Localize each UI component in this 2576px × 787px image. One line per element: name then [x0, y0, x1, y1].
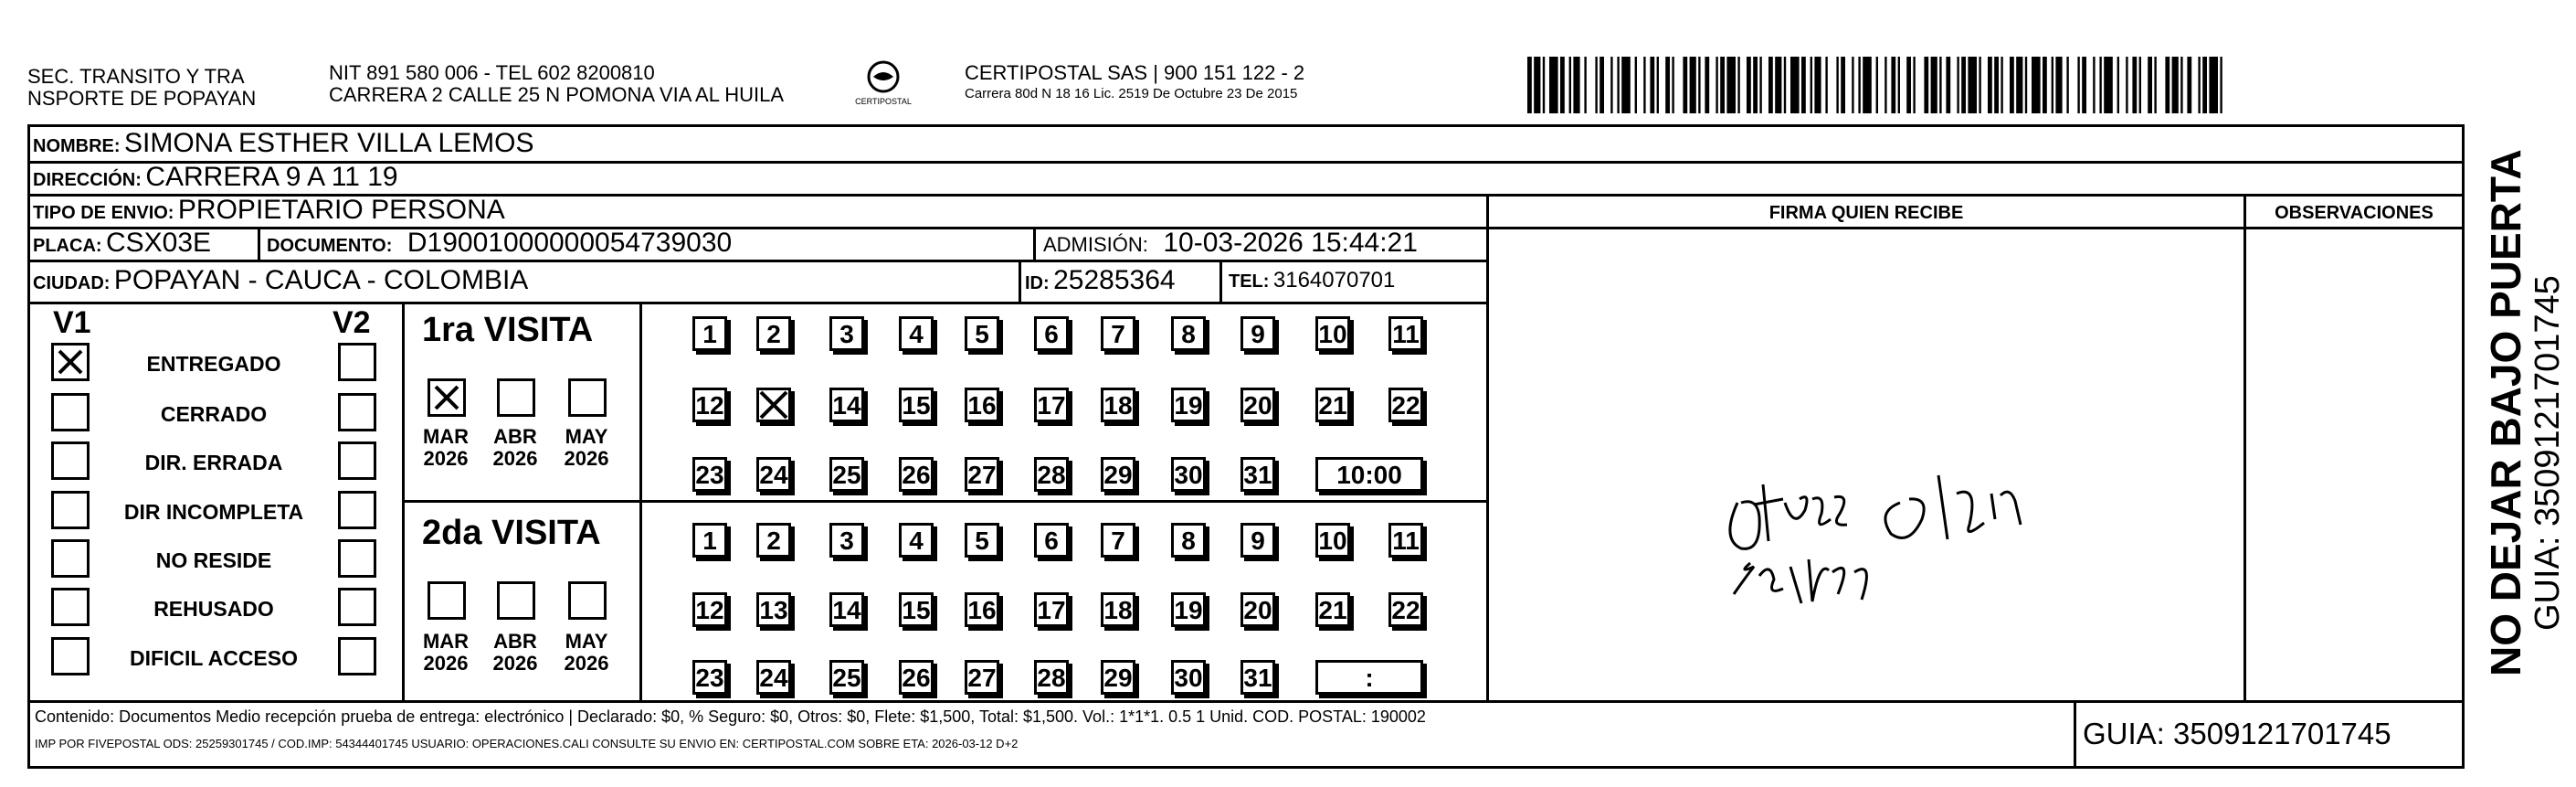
barcode-bar	[2117, 57, 2119, 113]
barcode-bar	[2025, 57, 2027, 113]
v1-checkbox[interactable]	[51, 441, 90, 480]
tipo-row	[33, 195, 505, 230]
rule	[1219, 260, 1222, 302]
barcode-bar	[2209, 57, 2218, 113]
firma-header: FIRMA QUIEN RECIBE	[1768, 203, 1964, 223]
barcode-bar	[2077, 57, 2079, 113]
ciudad-value: POPAYAN - CAUCA - COLOMBIA	[113, 265, 529, 295]
month-name: MAR	[422, 425, 470, 448]
placa-value: CSX03E	[106, 228, 212, 258]
barcode-bar	[2055, 57, 2062, 113]
second-visit-day-box[interactable]: 8	[1171, 523, 1206, 558]
barcode-bar	[2180, 57, 2182, 113]
second-visit-day-box[interactable]: 6	[1034, 523, 1069, 558]
barcode-bar	[1759, 57, 1761, 113]
first-visit-day-box[interactable]: 19	[1171, 388, 1206, 422]
second-visit-time-box[interactable]: :	[1315, 660, 1423, 695]
first-visit-time-box[interactable]: 10:00	[1315, 457, 1423, 492]
sender-info	[329, 62, 784, 106]
barcode-bar	[2154, 57, 2156, 113]
first-visit-day-box[interactable]: 3	[829, 316, 864, 351]
barcode-bar	[1753, 57, 1758, 113]
barcode-bar	[1775, 57, 1781, 113]
tel-label: TEL:	[1229, 271, 1270, 292]
barcode-bar	[1665, 57, 1670, 113]
barcode-bar	[1790, 57, 1800, 113]
first-visit-day-box[interactable]: 15	[899, 388, 934, 422]
barcode-bar	[1705, 57, 1709, 113]
month-year: 2026	[564, 652, 609, 675]
second-visit-title: 2da VISITA	[422, 514, 601, 552]
barcode-bar	[2010, 57, 2014, 113]
second-visit-day-box[interactable]: 5	[965, 523, 999, 558]
barcode-bar	[1657, 57, 1659, 113]
month-year: 2026	[492, 652, 538, 675]
sender-line-1: SEC. TRANSITO Y TRA	[27, 65, 245, 88]
barcode-bar	[1690, 57, 1696, 113]
barcode-bar	[2172, 57, 2179, 113]
barcode-bar	[1968, 57, 1977, 113]
sender-name	[27, 66, 256, 110]
first-visit-title: 1ra VISITA	[422, 311, 594, 349]
barcode-bar	[1994, 57, 1999, 113]
first-visit-day-box[interactable]: 10	[1315, 316, 1350, 351]
status-label: REHUSADO	[153, 597, 274, 621]
barcode-bar	[1768, 57, 1773, 113]
rule	[258, 227, 260, 260]
first-visit-day-box[interactable]: 7	[1101, 316, 1135, 351]
v2-header: V2	[333, 305, 371, 340]
second-visit-day-box[interactable]: 24	[756, 660, 791, 695]
barcode-bar	[2001, 57, 2002, 113]
barcode-bar	[1672, 57, 1673, 113]
second-visit-day-box[interactable]: 14	[829, 592, 864, 627]
barcode-bar	[1957, 57, 1958, 113]
rule	[27, 766, 2465, 769]
barcode-bar	[1527, 57, 1532, 113]
footer-line-2: IMP POR FIVEPOSTAL ODS: 25259301745 / COD.IMP: 54344401745 USUARIO: OPERACIONES.CALI CONSULTE SU ENVIO EN: CERTIPOSTAL.COM SOBRE ETA: 2026-03-12 D+2	[35, 737, 1019, 750]
first-visit-month-checkbox[interactable]	[568, 378, 607, 417]
footer-line-1: Contenido: Documentos Medio recepción prueba de entrega: electrónico | Declarado: $0, % Seguro: $0, Otros: $0, Flete: $1,500, Total: $1,500. Vol.: 1*1*1. 0.5 1 Unid. COD. POSTAL: 190002	[35, 707, 1426, 726]
barcode-bar	[1946, 57, 1950, 113]
first-visit-day-box[interactable]: 26	[899, 457, 934, 492]
barcode-bar	[1543, 57, 1545, 113]
rule	[1486, 194, 1489, 700]
second-visit-day-box[interactable]: 27	[965, 660, 999, 695]
second-visit-day-box[interactable]: 18	[1101, 592, 1135, 627]
barcode-bar	[1863, 57, 1872, 113]
second-visit-day-box[interactable]: 4	[899, 523, 934, 558]
address-line: CARRERA 2 CALLE 25 N POMONA VIA AL HUILA	[329, 83, 785, 106]
barcode-bar	[2165, 57, 2170, 113]
barcode-bar	[1560, 57, 1565, 113]
barcode-bar	[1683, 57, 1687, 113]
company-info	[965, 62, 1304, 104]
certipostal-logo	[851, 58, 915, 110]
barcode-bar	[1898, 57, 1900, 113]
month-name: MAR	[422, 630, 470, 653]
logo-caption: CERTIPOSTAL	[855, 97, 912, 106]
second-visit-month-checkbox[interactable]	[497, 581, 535, 620]
first-visit-day-box[interactable]	[756, 388, 791, 422]
rule	[27, 124, 30, 769]
barcode-bar	[1584, 57, 1586, 113]
id-label: ID:	[1025, 273, 1050, 293]
barcode-bar	[1635, 57, 1637, 113]
barcode-bar	[1906, 57, 1911, 113]
rule	[1019, 260, 1021, 302]
license-line: Carrera 80d N 18 16 Lic. 2519 De Octubre 23 De 2015	[965, 86, 1298, 101]
status-label: DIFICIL ACCESO	[129, 646, 298, 670]
barcode-bar	[1891, 57, 1895, 113]
placa-row	[33, 228, 211, 263]
second-visit-day-box[interactable]: 31	[1240, 660, 1275, 695]
barcode-bar	[1595, 57, 1597, 113]
rule	[27, 124, 2465, 127]
barcode-bar	[2066, 57, 2068, 113]
rule	[2243, 194, 2246, 700]
barcode-bar	[1573, 57, 1579, 113]
second-visit-day-box[interactable]: 15	[899, 592, 934, 627]
first-visit-day-box[interactable]: 29	[1101, 457, 1135, 492]
second-visit-day-box[interactable]: 13	[756, 592, 791, 627]
barcode-bar	[1698, 57, 1700, 113]
first-visit-month-checkbox[interactable]	[497, 378, 535, 417]
v1-checkbox[interactable]	[51, 539, 90, 578]
month-label	[417, 426, 475, 470]
direccion-value: CARRERA 9 A 11 19	[145, 162, 398, 192]
second-visit-day-box[interactable]: 3	[829, 523, 864, 558]
rule	[402, 500, 1489, 503]
rule	[27, 302, 1489, 304]
v2-checkbox[interactable]	[338, 441, 376, 480]
first-visit-day-box[interactable]: 30	[1171, 457, 1206, 492]
barcode-bar	[1716, 57, 1717, 113]
barcode-bar	[2104, 57, 2113, 113]
documento-value: D19001000000054739030	[406, 228, 733, 258]
footer-guia: GUIA: 3509121701745	[2083, 717, 2391, 750]
first-visit-day-box[interactable]: 6	[1034, 316, 1069, 351]
first-visit-day-box[interactable]: 16	[965, 388, 999, 422]
rule	[2462, 124, 2465, 769]
second-visit-day-box[interactable]: 30	[1171, 660, 1206, 695]
month-name: ABR	[493, 425, 537, 448]
barcode-bar	[2016, 57, 2022, 113]
barcode-bar	[2032, 57, 2041, 113]
barcode-bar	[1621, 57, 1631, 113]
month-label	[557, 631, 616, 675]
barcode-bar	[1599, 57, 1604, 113]
second-visit-day-box[interactable]: 28	[1034, 660, 1069, 695]
v2-checkbox[interactable]	[338, 539, 376, 578]
barcode-bar	[2043, 57, 2047, 113]
barcode-bar	[2082, 57, 2086, 113]
first-visit-day-box[interactable]: 31	[1240, 457, 1275, 492]
direccion-row	[33, 162, 398, 197]
v1-header: V1	[53, 305, 91, 340]
month-label	[417, 631, 475, 675]
tel-value: 3164070701	[1272, 268, 1396, 292]
barcode-bar	[1643, 57, 1645, 113]
barcode-bar	[1979, 57, 1980, 113]
first-visit-day-box[interactable]: 5	[965, 316, 999, 351]
barcode-bar	[2148, 57, 2152, 113]
rule	[27, 700, 2465, 703]
first-visit-month-checkbox[interactable]	[428, 378, 466, 417]
second-visit-day-box[interactable]: 23	[692, 660, 727, 695]
second-visit-day-box[interactable]: 20	[1240, 592, 1275, 627]
second-visit-day-box[interactable]: 9	[1240, 523, 1275, 558]
barcode-bar	[1884, 57, 1886, 113]
first-visit-day-box[interactable]: 25	[829, 457, 864, 492]
id-value: 25285364	[1053, 265, 1176, 295]
v2-checkbox[interactable]	[338, 637, 376, 675]
barcode-bar	[2052, 57, 2053, 113]
second-visit-day-box[interactable]: 26	[899, 660, 934, 695]
direccion-label: DIRECCIÓN:	[33, 170, 142, 190]
ciudad-row	[33, 265, 528, 301]
barcode-bar	[1876, 57, 1878, 113]
barcode-bar	[2202, 57, 2207, 113]
barcode-bar	[2220, 57, 2222, 113]
nombre-label: NOMBRE:	[33, 136, 121, 156]
v2-checkbox[interactable]	[338, 588, 376, 626]
first-visit-day-box[interactable]: 1	[692, 316, 727, 351]
barcode-bar	[1720, 57, 1725, 113]
barcode-bar	[2093, 57, 2095, 113]
barcode-bar	[1825, 57, 1827, 113]
status-label: DIR INCOMPLETA	[123, 500, 304, 524]
second-visit-day-box[interactable]: 19	[1171, 592, 1206, 627]
status-label: NO RESIDE	[155, 548, 272, 572]
second-visit-day-box[interactable]: 2	[756, 523, 791, 558]
barcode-bar	[1549, 57, 1558, 113]
nit-line: NIT 891 580 006 - TEL 602 8200810	[329, 61, 655, 84]
barcode-bar	[1858, 57, 1860, 113]
second-visit-day-box[interactable]: 1	[692, 523, 727, 558]
v2-checkbox[interactable]	[338, 343, 376, 381]
first-visit-day-box[interactable]: 2	[756, 316, 791, 351]
month-year: 2026	[492, 447, 538, 470]
barcode-bar	[1961, 57, 1966, 113]
tel-row	[1229, 265, 1395, 299]
barcode-bar	[1852, 57, 1853, 113]
first-visit-day-box[interactable]: 24	[756, 457, 791, 492]
barcode-bar	[1814, 57, 1821, 113]
first-visit-day-box[interactable]: 9	[1240, 316, 1275, 351]
nombre-row	[33, 128, 533, 164]
handwritten-signature	[1717, 439, 2147, 622]
month-year: 2026	[423, 447, 469, 470]
first-visit-day-box[interactable]: 23	[692, 457, 727, 492]
rule	[2074, 700, 2076, 766]
v2-checkbox[interactable]	[338, 393, 376, 431]
barcode-bar	[1650, 57, 1654, 113]
barcode-bar	[1784, 57, 1786, 113]
first-visit-day-box[interactable]: 4	[899, 316, 934, 351]
barcode-bar	[1747, 57, 1751, 113]
first-visit-day-box[interactable]: 22	[1388, 388, 1423, 422]
month-name: MAY	[565, 630, 608, 653]
barcode-bar	[2139, 57, 2141, 113]
rule	[1033, 227, 1036, 260]
first-visit-day-box[interactable]: 28	[1034, 457, 1069, 492]
barcode-bar	[1737, 57, 1739, 113]
tipo-label: TIPO DE ENVIO:	[33, 203, 174, 223]
barcode-graphic	[1527, 57, 2225, 113]
first-visit-day-box[interactable]: 20	[1240, 388, 1275, 422]
v2-checkbox[interactable]	[338, 491, 376, 529]
first-visit-day-box[interactable]: 14	[829, 388, 864, 422]
no-dejar-warning: NO DEJAR BAJO PUERTA	[2482, 149, 2529, 676]
barcode-bar	[1841, 57, 1845, 113]
sender-line-2: NSPORTE DE POPAYAN	[27, 87, 257, 110]
documento-label: DOCUMENTO:	[267, 236, 393, 256]
barcode-bar	[1913, 57, 1915, 113]
admision-row	[1043, 228, 1418, 263]
admision-value: 10-03-2026 15:44:21	[1163, 228, 1418, 258]
barcode-bar	[1939, 57, 1941, 113]
month-name: MAY	[565, 425, 608, 448]
first-visit-day-box[interactable]: 11	[1388, 316, 1423, 351]
month-label	[486, 631, 544, 675]
second-visit-day-box[interactable]: 22	[1388, 592, 1423, 627]
month-name: ABR	[493, 630, 537, 653]
observaciones-header: OBSERVACIONES	[2275, 203, 2433, 223]
barcode-bar	[2187, 57, 2191, 113]
barcode-bar	[1801, 57, 1806, 113]
month-year: 2026	[564, 447, 609, 470]
barcode-bar	[2132, 57, 2137, 113]
barcode-bar	[1617, 57, 1619, 113]
second-visit-day-box[interactable]: 7	[1101, 523, 1135, 558]
barcode-bar	[1726, 57, 1736, 113]
v1-checkbox[interactable]	[51, 491, 90, 529]
checkmark-x-icon	[433, 384, 460, 411]
side-guia: GUIA: 3509121701745	[2528, 275, 2567, 631]
status-label: ENTREGADO	[146, 352, 281, 376]
month-year: 2026	[423, 652, 469, 675]
admision-label: ADMISIÓN:	[1043, 233, 1148, 256]
second-visit-day-box[interactable]: 11	[1388, 523, 1423, 558]
second-visit-day-box[interactable]: 21	[1315, 592, 1350, 627]
second-visit-day-box[interactable]: 10	[1315, 523, 1350, 558]
status-label: DIR. ERRADA	[144, 451, 283, 474]
barcode-bar	[1811, 57, 1812, 113]
barcode	[1527, 57, 2225, 113]
documento-row	[267, 228, 732, 263]
second-visit-month-checkbox[interactable]	[568, 581, 607, 620]
barcode-bar	[2198, 57, 2200, 113]
barcode-bar	[1931, 57, 1937, 113]
barcode-bar	[2126, 57, 2127, 113]
signature-area	[1717, 439, 2147, 622]
month-label	[557, 426, 616, 470]
second-visit-day-box[interactable]: 12	[692, 592, 727, 627]
second-visit-day-box[interactable]: 17	[1034, 592, 1069, 627]
barcode-bar	[1924, 57, 1928, 113]
second-visit-day-box[interactable]: 29	[1101, 660, 1135, 695]
id-row	[1025, 265, 1176, 301]
first-visit-day-box[interactable]: 27	[965, 457, 999, 492]
first-visit-day-box[interactable]: 21	[1315, 388, 1350, 422]
first-visit-day-box[interactable]: 17	[1034, 388, 1069, 422]
tipo-value: PROPIETARIO PERSONA	[177, 195, 505, 225]
v1-checkbox[interactable]	[51, 588, 90, 626]
barcode-bar	[1534, 57, 1540, 113]
barcode-bar	[1836, 57, 1838, 113]
v1-checkbox[interactable]	[51, 343, 90, 381]
barcode-bar	[1988, 57, 1992, 113]
company-line: CERTIPOSTAL SAS | 900 151 122 - 2	[965, 61, 1305, 84]
v1-checkbox[interactable]	[51, 393, 90, 431]
ciudad-label: CIUDAD:	[33, 273, 111, 293]
nombre-value: SIMONA ESTHER VILLA LEMOS	[124, 128, 534, 158]
checkmark-x-icon	[759, 390, 788, 420]
second-visit-day-box[interactable]: 16	[965, 592, 999, 627]
second-visit-month-checkbox[interactable]	[428, 581, 466, 620]
v1-checkbox[interactable]	[51, 637, 90, 675]
barcode-bar	[1610, 57, 1612, 113]
first-visit-day-box[interactable]: 12	[692, 388, 727, 422]
checkmark-x-icon	[57, 348, 84, 376]
status-label: CERRADO	[160, 402, 268, 426]
first-visit-day-box[interactable]: 8	[1171, 316, 1206, 351]
first-visit-day-box[interactable]: 18	[1101, 388, 1135, 422]
barcode-bar	[2099, 57, 2101, 113]
second-visit-day-box[interactable]: 25	[829, 660, 864, 695]
month-label	[486, 426, 544, 470]
placa-label: PLACA:	[33, 236, 102, 256]
barcode-bar	[1569, 57, 1571, 113]
